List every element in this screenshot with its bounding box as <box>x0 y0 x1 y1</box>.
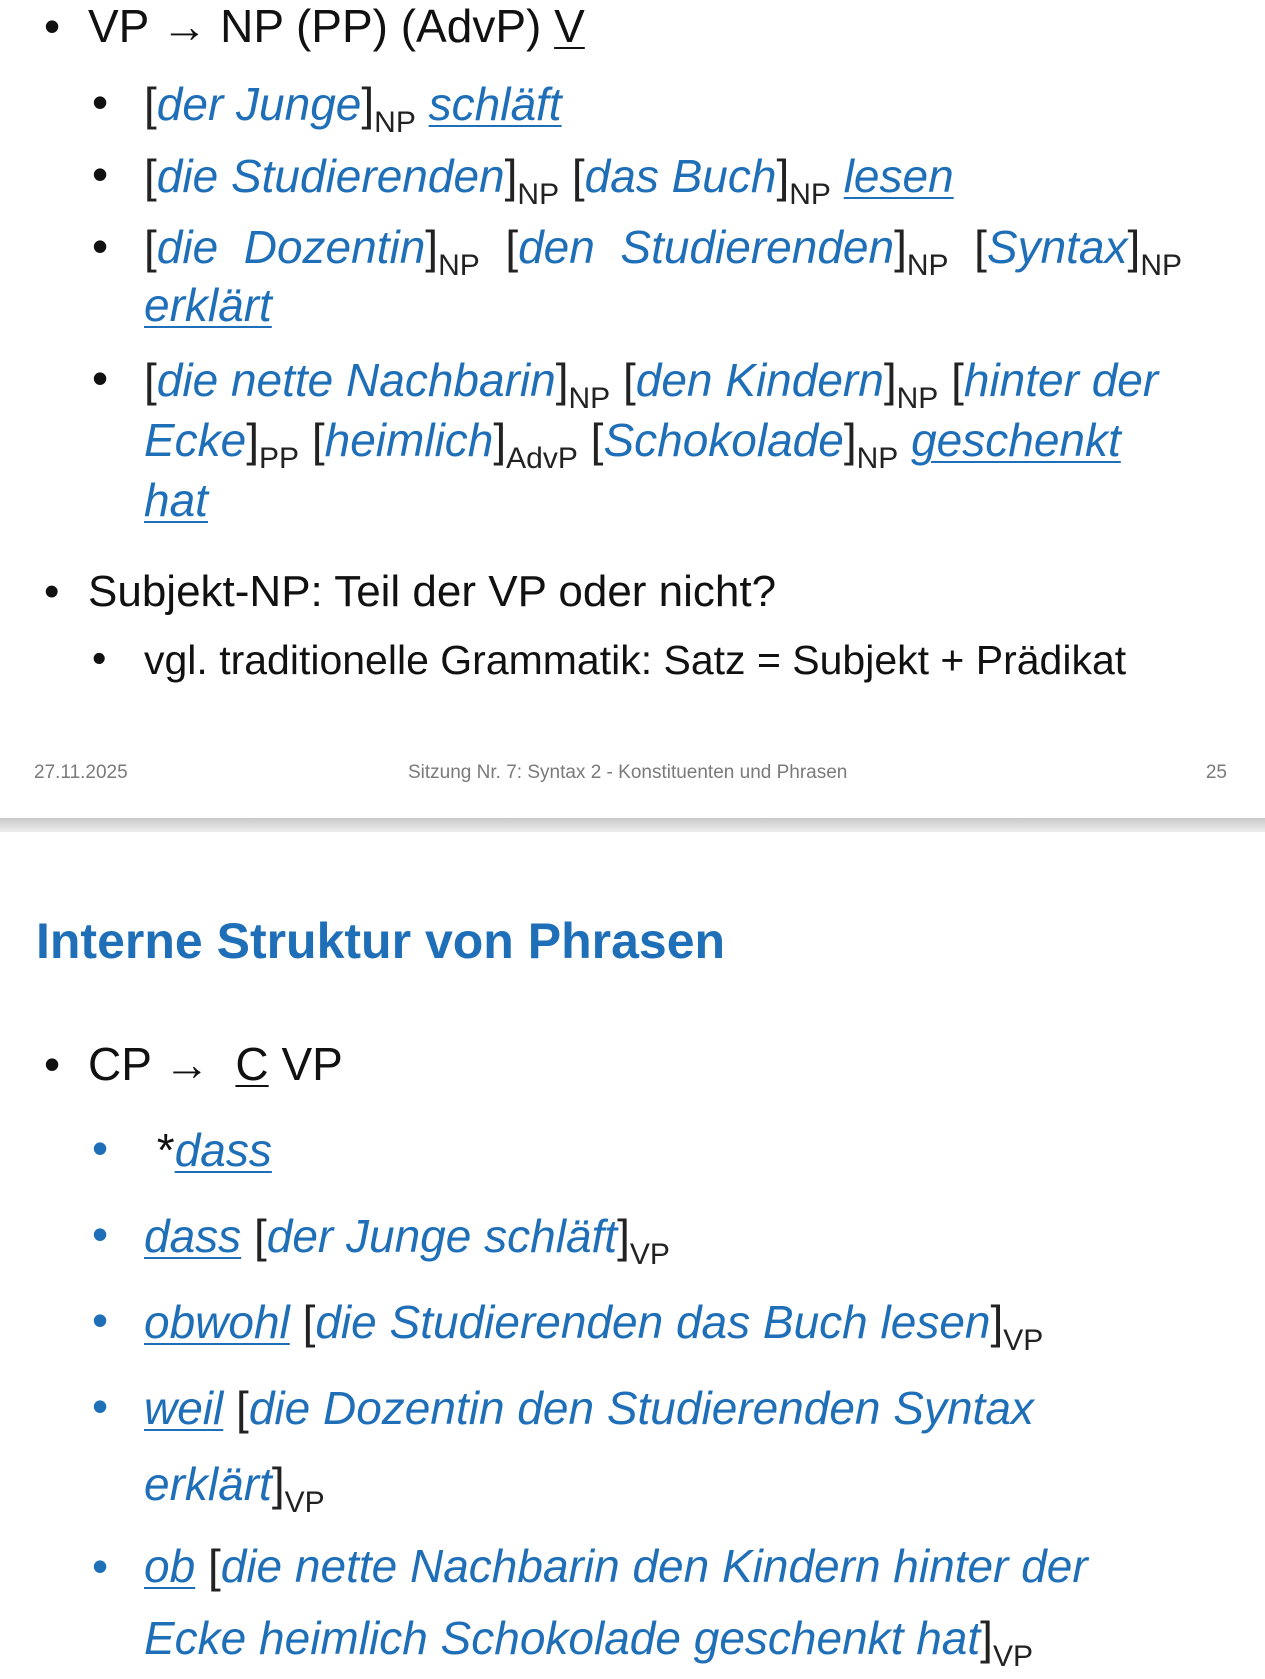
page-title: Interne Struktur von Phrasen <box>36 913 726 969</box>
slide-divider <box>0 818 1265 832</box>
example-line: [die nette $Nachbarin]_{NP}$ [den $Kindern]_{NP}$ [hinter der $Ecke]_{PP}$ $[heimlich]_{AdvP}$ $[Schokolade]_{NP}$ geschenkt hat <box>144 354 1159 526</box>
vp-rule-head: V <box>554 0 585 52</box>
cp-rule: CP → C VP <box>88 1038 343 1090</box>
footer-date: 27.11.2025 <box>34 762 128 783</box>
bullet-dot-icon: • <box>44 567 60 616</box>
subject-np-question: Subjekt-NP: Teil der VP oder nicht? <box>88 567 777 616</box>
example-line: weil [die Dozentin den Studierenden Syntax $erklärt]_{VP}$ <box>144 1382 1034 1519</box>
cp-rule-head: C <box>235 1038 269 1090</box>
example-line: obwohl [die Studierenden das Buch $lesen]_{VP}$ <box>144 1296 1044 1357</box>
example-line: [der $Junge]_{NP}$ schläft <box>144 78 562 139</box>
bullet-dot-icon: • <box>44 0 61 52</box>
bullet-dot-icon: • <box>92 148 109 200</box>
example-line: dass [der Junge $schläft]_{VP}$ <box>144 1210 670 1271</box>
footer-page-number: 25 <box>1205 762 1227 783</box>
footer-session: Sitzung Nr. 7: Syntax 2 - Konstituenten und Phrasen <box>408 762 848 783</box>
bullet-dot-icon: • <box>92 352 109 404</box>
bullet-dot-icon: • <box>92 1208 109 1260</box>
example-line: ob [die nette Nachbarin den Kindern hinter der Ecke heimlich Schokolade geschenkt $hat]_{VP}$ <box>144 1540 1088 1673</box>
bullet-dot-icon: • <box>92 76 109 128</box>
bullet-dot-icon: • <box>92 1294 109 1346</box>
example-line: [die $Studierenden]_{NP}$ [das $Buch]_{NP}$ lesen <box>144 150 954 211</box>
slide-25 <box>0 0 1265 820</box>
bullet-dot-icon: • <box>44 1038 61 1090</box>
bullet-dot-icon: • <box>92 635 107 681</box>
bullet-dot-icon: • <box>92 1122 109 1174</box>
example-line: *dass <box>156 1124 272 1176</box>
vp-rule: VP → NP (PP) (AdvP) V <box>88 0 585 52</box>
bullet-dot-icon: • <box>92 220 109 272</box>
traditional-grammar-note: vgl. traditionelle Grammatik: Satz = Subjekt + Prädikat <box>144 637 1127 683</box>
example-line: [die $Dozentin]_{NP}$ [den $Studierenden]_{NP}$ $[Syntax]_{NP}$ erklärt <box>144 221 1182 331</box>
bullet-dot-icon: • <box>92 1380 109 1432</box>
bullet-dot-icon: • <box>92 1540 109 1592</box>
